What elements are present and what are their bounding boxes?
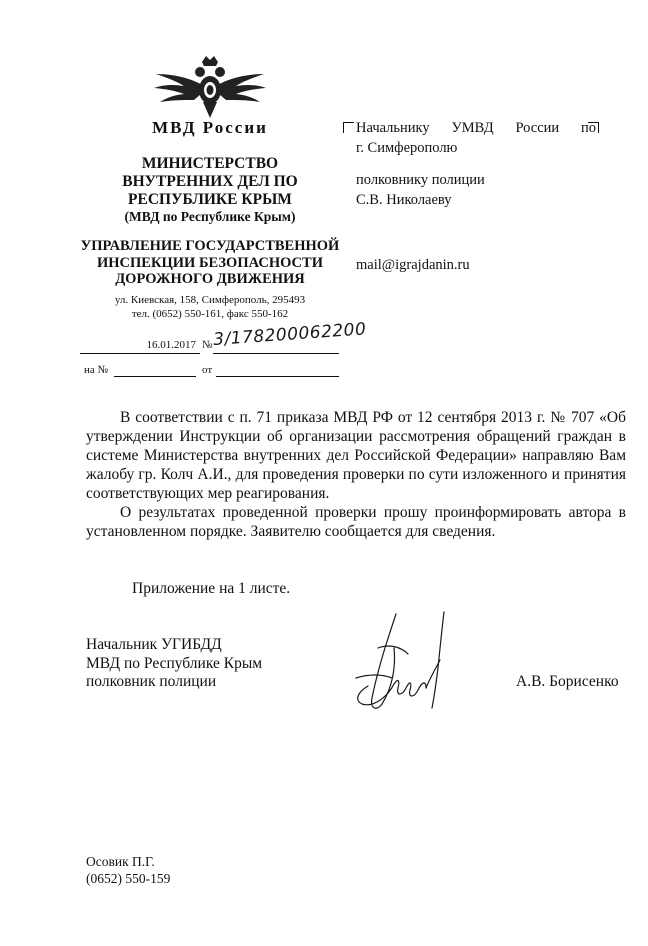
signer-rank: полковник полиции xyxy=(86,673,217,690)
reply-to-number-line xyxy=(114,376,196,377)
attachment-note: Приложение на 1 листе. xyxy=(132,580,291,597)
signer-name: А.В. Борисенко xyxy=(516,673,619,690)
recipient-block xyxy=(356,118,596,210)
registration-number: 3/178200062200 xyxy=(212,319,367,350)
signer-position: Начальник УГИБДД xyxy=(86,636,222,653)
directorate-name xyxy=(78,238,342,288)
recipient-title-line xyxy=(356,118,596,138)
recipient-city: г. Симферополю xyxy=(356,140,458,156)
recipient-word: по xyxy=(580,120,596,136)
executor-name: Осовик П.Г. xyxy=(86,854,155,869)
recipient-word: Начальнику xyxy=(356,120,430,136)
reply-to-number-label: на № xyxy=(84,364,109,376)
recipient-rank: полковнику полиции xyxy=(356,172,485,188)
org-title: МВД России xyxy=(152,118,268,137)
directorate-line: ДОРОЖНОГО ДВИЖЕНИЯ xyxy=(115,271,305,287)
body-paragraph: В соответствии с п. 71 приказа МВД РФ от 12 сентября 2013 г. № 707 «Об утверждении Инструкции об организации рассмотрения обращений граждан в системе Министерства внутренних дел Российской Федерации» направляю Вам жалобу гр. Колч А.И., для проведения проверки по сути изложенного и принятия соответствующих мер реагирования. xyxy=(86,409,626,502)
ministry-line: МИНИСТЕРСТВО xyxy=(141,155,279,172)
directorate-line: ИНСПЕКЦИИ БЕЗОПАСНОСТИ xyxy=(97,254,323,271)
letter-body xyxy=(86,408,626,541)
number-label: № xyxy=(202,339,213,351)
recipient-word: России xyxy=(515,120,560,136)
ministry-name xyxy=(80,155,340,209)
signer-block xyxy=(86,636,262,692)
handwritten-signature xyxy=(348,608,458,720)
directorate-line: УПРАВЛЕНИЕ ГОСУДАРСТВЕННОЙ xyxy=(80,238,340,254)
reply-to-date-line xyxy=(216,376,339,377)
reg-number-underline xyxy=(213,353,339,354)
address-block xyxy=(80,293,340,321)
eagle-emblem-icon xyxy=(150,50,270,120)
recipient-name: С.В. Николаеву xyxy=(356,192,452,208)
executor-phone: (0652) 550-159 xyxy=(86,871,171,886)
signer-organization: МВД по Республике Крым xyxy=(86,654,263,672)
recipient-word: УМВД xyxy=(451,120,494,136)
ministry-abbreviation: (МВД по Республике Крым) xyxy=(124,209,296,224)
executor-block xyxy=(86,853,170,887)
contact-line: тел. (0652) 550-161, факс 550-162 xyxy=(131,308,289,320)
document-date: 16.01.2017 xyxy=(80,339,200,354)
recipient-email[interactable]: mail@igrajdanin.ru xyxy=(356,257,470,273)
reply-to-date-label: от xyxy=(202,364,213,376)
ministry-line: РЕСПУБЛИКЕ КРЫМ xyxy=(128,191,292,208)
address-line: ул. Киевская, 158, Симферополь, 295493 xyxy=(114,294,306,306)
ministry-line: ВНУТРЕННИХ ДЕЛ ПО xyxy=(122,173,298,190)
body-paragraph: О результатах проведенной проверки прошу проинформировать автора в установленном порядке. Заявителю сообщается для сведения. xyxy=(86,504,626,540)
recipient-corner-mark-left xyxy=(343,122,354,133)
